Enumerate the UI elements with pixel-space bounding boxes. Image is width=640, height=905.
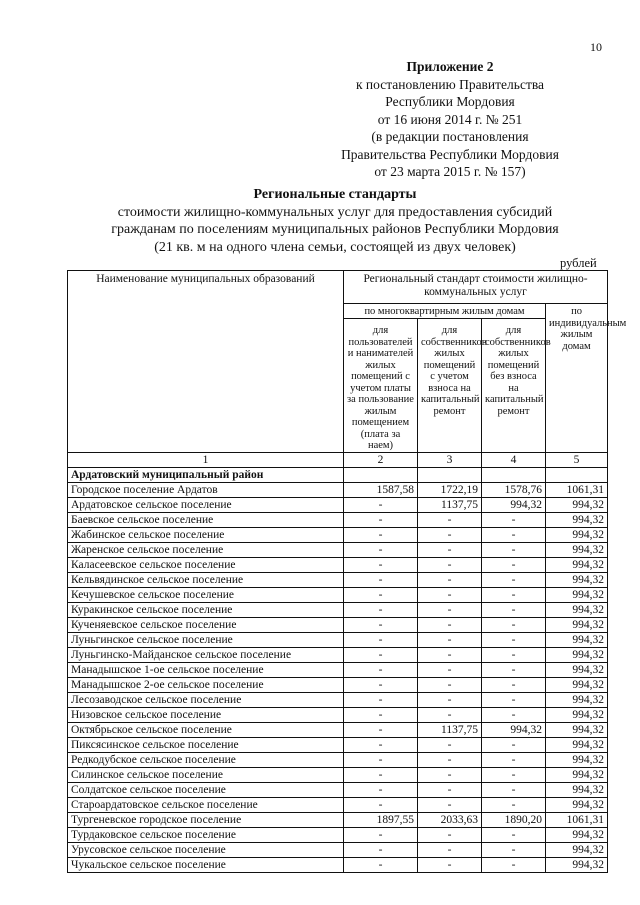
table-row bbox=[68, 707, 608, 722]
settlement-name: Куракинское сельское поселение bbox=[68, 602, 344, 617]
tenants-cost: - bbox=[344, 617, 418, 632]
table-row bbox=[68, 557, 608, 572]
appendix-line: Правительства Республики Мордовия bbox=[341, 146, 559, 162]
col-name-header: Наименование муниципальных образований bbox=[68, 271, 344, 453]
settlement-name: Кученяевское сельское поселение bbox=[68, 617, 344, 632]
settlement-name: Манадышское 2-ое сельское поселение bbox=[68, 677, 344, 692]
individual-house-cost: 994,32 bbox=[546, 632, 608, 647]
owners-with-fee-cost: - bbox=[418, 542, 482, 557]
owners-without-fee-cost: - bbox=[482, 707, 546, 722]
tenants-cost: - bbox=[344, 707, 418, 722]
subheader-owners-with-fee: для собственников жилых помещений с учетом взноса на капитальный ремонт bbox=[418, 319, 482, 453]
owners-without-fee-cost: - bbox=[482, 572, 546, 587]
settlement-name: Лесозаводское сельское поселение bbox=[68, 692, 344, 707]
settlement-name: Жаренское сельское поселение bbox=[68, 542, 344, 557]
document-subtitle-line: стоимости жилищно-коммунальных услуг для предоставления субсидий bbox=[117, 204, 553, 220]
individual-house-cost: 994,32 bbox=[546, 857, 608, 872]
owners-without-fee-cost: - bbox=[482, 557, 546, 572]
owners-without-fee-cost: - bbox=[482, 632, 546, 647]
owners-without-fee-cost: - bbox=[482, 677, 546, 692]
tenants-cost: - bbox=[344, 497, 418, 512]
table-row bbox=[68, 692, 608, 707]
owners-with-fee-cost: - bbox=[418, 827, 482, 842]
owners-with-fee-cost: - bbox=[418, 647, 482, 662]
table-row bbox=[68, 542, 608, 557]
settlement-name: Тургеневское городское поселение bbox=[68, 812, 344, 827]
owners-with-fee-cost: 1722,19 bbox=[418, 482, 482, 497]
tenants-cost: - bbox=[344, 557, 418, 572]
table-row bbox=[68, 812, 608, 827]
document-subtitle-line: гражданам по поселениям муниципальных районов Республики Мордовия bbox=[111, 222, 559, 237]
table-row bbox=[68, 737, 608, 752]
table-row bbox=[68, 632, 608, 647]
owners-with-fee-cost: - bbox=[418, 572, 482, 587]
settlement-name: Кечушевское сельское поселение bbox=[68, 587, 344, 602]
table-row bbox=[68, 857, 608, 872]
tenants-cost: - bbox=[344, 722, 418, 737]
table-row bbox=[68, 842, 608, 857]
owners-without-fee-cost: - bbox=[482, 737, 546, 752]
owners-without-fee-cost: - bbox=[482, 797, 546, 812]
owners-with-fee-cost: - bbox=[418, 692, 482, 707]
settlement-name: Жабинское сельское поселение bbox=[68, 527, 344, 542]
owners-with-fee-cost: - bbox=[418, 527, 482, 542]
individual-house-cost: 994,32 bbox=[546, 602, 608, 617]
owners-with-fee-cost: - bbox=[418, 587, 482, 602]
column-number: 3 bbox=[418, 452, 482, 467]
column-number: 2 bbox=[344, 452, 418, 467]
individual-house-cost: 994,32 bbox=[546, 692, 608, 707]
owners-with-fee-cost: - bbox=[418, 782, 482, 797]
table-row bbox=[68, 752, 608, 767]
table-row bbox=[68, 722, 608, 737]
settlement-name: Редкодубское сельское поселение bbox=[68, 752, 344, 767]
owners-without-fee-cost: - bbox=[482, 587, 546, 602]
table-row bbox=[68, 512, 608, 527]
tenants-cost: 1587,58 bbox=[344, 482, 418, 497]
individual-house-cost: 994,32 bbox=[546, 662, 608, 677]
tenants-cost: - bbox=[344, 827, 418, 842]
owners-without-fee-cost: - bbox=[482, 542, 546, 557]
subheader-owners-without-fee: для собственников жилых помещений без взноса на капитальный ремонт bbox=[482, 319, 546, 453]
individual-house-cost: 994,32 bbox=[546, 752, 608, 767]
owners-with-fee-cost: - bbox=[418, 602, 482, 617]
settlement-name: Солдатское сельское поселение bbox=[68, 782, 344, 797]
individual-house-cost: 1061,31 bbox=[546, 812, 608, 827]
owners-with-fee-cost: - bbox=[418, 707, 482, 722]
column-number: 4 bbox=[482, 452, 546, 467]
tenants-cost: - bbox=[344, 542, 418, 557]
owners-without-fee-cost: - bbox=[482, 857, 546, 872]
table-row bbox=[68, 527, 608, 542]
individual-house-cost: 994,32 bbox=[546, 572, 608, 587]
table-row bbox=[68, 827, 608, 842]
tenants-cost: 1897,55 bbox=[344, 812, 418, 827]
tenants-cost: - bbox=[344, 797, 418, 812]
document-title: Региональные стандарты bbox=[253, 187, 417, 202]
owners-without-fee-cost: 994,32 bbox=[482, 497, 546, 512]
owners-with-fee-cost: - bbox=[418, 842, 482, 857]
owners-with-fee-cost: - bbox=[418, 677, 482, 692]
individual-header: по индивидуальным жилым домам bbox=[546, 304, 608, 453]
owners-with-fee-cost: - bbox=[418, 662, 482, 677]
table-row bbox=[68, 572, 608, 587]
owners-without-fee-cost: - bbox=[482, 767, 546, 782]
district-name: Ардатовский муниципальный район bbox=[68, 467, 344, 482]
owners-without-fee-cost: - bbox=[482, 782, 546, 797]
owners-with-fee-cost: - bbox=[418, 632, 482, 647]
tenants-cost: - bbox=[344, 857, 418, 872]
owners-without-fee-cost: - bbox=[482, 662, 546, 677]
document-subtitle-line: (21 кв. м на одного члена семьи, состоящей из двух человек) bbox=[154, 239, 516, 255]
owners-without-fee-cost: - bbox=[482, 752, 546, 767]
settlement-name: Пиксясинское сельское поселение bbox=[68, 737, 344, 752]
settlement-name: Турдаковское сельское поселение bbox=[68, 827, 344, 842]
owners-with-fee-cost: - bbox=[418, 557, 482, 572]
owners-with-fee-cost: - bbox=[418, 752, 482, 767]
group-header: Региональный стандарт стоимости жилищно-коммунальных услуг bbox=[344, 271, 608, 304]
owners-without-fee-cost: - bbox=[482, 692, 546, 707]
tenants-cost: - bbox=[344, 632, 418, 647]
apartment-header: по многоквартирным жилым домам bbox=[344, 304, 546, 319]
individual-house-cost: 994,32 bbox=[546, 617, 608, 632]
table-row bbox=[68, 782, 608, 797]
settlement-name: Силинское сельское поселение bbox=[68, 767, 344, 782]
appendix-line: к постановлению Правительства bbox=[355, 76, 545, 92]
owners-with-fee-cost: - bbox=[418, 512, 482, 527]
table-row bbox=[68, 617, 608, 632]
owners-with-fee-cost: 1137,75 bbox=[418, 722, 482, 737]
individual-house-cost: 994,32 bbox=[546, 782, 608, 797]
table-row bbox=[68, 497, 608, 512]
table-row bbox=[68, 662, 608, 677]
owners-without-fee-cost: - bbox=[482, 512, 546, 527]
individual-house-cost: 994,32 bbox=[546, 557, 608, 572]
appendix-block bbox=[300, 58, 600, 181]
owners-with-fee-cost: 1137,75 bbox=[418, 497, 482, 512]
tenants-cost: - bbox=[344, 587, 418, 602]
column-number: 5 bbox=[546, 452, 608, 467]
settlement-name: Ардатовское сельское поселение bbox=[68, 497, 344, 512]
settlement-name: Городское поселение Ардатов bbox=[68, 482, 344, 497]
owners-without-fee-cost: - bbox=[482, 617, 546, 632]
settlement-name: Низовское сельское поселение bbox=[68, 707, 344, 722]
tenants-cost: - bbox=[344, 662, 418, 677]
settlement-name: Староардатовское сельское поселение bbox=[68, 797, 344, 812]
individual-house-cost: 994,32 bbox=[546, 827, 608, 842]
owners-without-fee-cost: 1890,20 bbox=[482, 812, 546, 827]
appendix-line: от 23 марта 2015 г. № 157) bbox=[374, 164, 526, 179]
settlement-name: Чукальское сельское поселение bbox=[68, 857, 344, 872]
settlement-name: Кельвядинское сельское поселение bbox=[68, 572, 344, 587]
settlement-name: Луньгинско-Майданское сельское поселение bbox=[68, 647, 344, 662]
table-row bbox=[68, 587, 608, 602]
owners-without-fee-cost: - bbox=[482, 647, 546, 662]
settlement-name: Октябрьское сельское поселение bbox=[68, 722, 344, 737]
individual-house-cost: 994,32 bbox=[546, 497, 608, 512]
appendix-line: Республики Мордовия bbox=[385, 94, 515, 109]
owners-without-fee-cost: - bbox=[482, 527, 546, 542]
tenants-cost: - bbox=[344, 602, 418, 617]
owners-with-fee-cost: 2033,63 bbox=[418, 812, 482, 827]
settlement-name: Баевское сельское поселение bbox=[68, 512, 344, 527]
tenants-cost: - bbox=[344, 527, 418, 542]
appendix-title: Приложение 2 bbox=[406, 59, 494, 74]
owners-without-fee-cost: - bbox=[482, 842, 546, 857]
owners-with-fee-cost: - bbox=[418, 737, 482, 752]
tenants-cost: - bbox=[344, 737, 418, 752]
individual-house-cost: 994,32 bbox=[546, 797, 608, 812]
owners-with-fee-cost: - bbox=[418, 857, 482, 872]
individual-house-cost: 994,32 bbox=[546, 677, 608, 692]
table-row bbox=[68, 767, 608, 782]
tenants-cost: - bbox=[344, 767, 418, 782]
individual-house-cost: 994,32 bbox=[546, 767, 608, 782]
units-label: рублей bbox=[560, 256, 597, 270]
individual-house-cost: 994,32 bbox=[546, 647, 608, 662]
settlement-name: Манадышское 1-ое сельское поселение bbox=[68, 662, 344, 677]
table-row bbox=[68, 482, 608, 497]
subheader-tenants: для пользователей и нанимателей жилых помещений с учетом платы за пользование жилым помещением (плата за наем) bbox=[344, 319, 418, 453]
owners-with-fee-cost: - bbox=[418, 767, 482, 782]
document-heading bbox=[60, 186, 610, 256]
column-number: 1 bbox=[68, 452, 344, 467]
owners-without-fee-cost: 1578,76 bbox=[482, 482, 546, 497]
individual-house-cost: 994,32 bbox=[546, 737, 608, 752]
table-row bbox=[68, 797, 608, 812]
owners-with-fee-cost: - bbox=[418, 797, 482, 812]
individual-house-cost: 994,32 bbox=[546, 512, 608, 527]
tenants-cost: - bbox=[344, 752, 418, 767]
appendix-line: от 16 июня 2014 г. № 251 bbox=[377, 111, 523, 127]
settlement-name: Каласеевское сельское поселение bbox=[68, 557, 344, 572]
settlement-name: Луньгинское сельское поселение bbox=[68, 632, 344, 647]
individual-house-cost: 1061,31 bbox=[546, 482, 608, 497]
standards-table bbox=[67, 270, 627, 873]
table-row bbox=[68, 647, 608, 662]
owners-with-fee-cost: - bbox=[418, 617, 482, 632]
individual-house-cost: 994,32 bbox=[546, 842, 608, 857]
page-number: 10 bbox=[590, 40, 602, 54]
appendix-line: (в редакции постановления bbox=[371, 129, 529, 144]
individual-house-cost: 994,32 bbox=[546, 707, 608, 722]
individual-house-cost: 994,32 bbox=[546, 542, 608, 557]
settlement-name: Урусовское сельское поселение bbox=[68, 842, 344, 857]
owners-without-fee-cost: 994,32 bbox=[482, 722, 546, 737]
tenants-cost: - bbox=[344, 677, 418, 692]
individual-house-cost: 994,32 bbox=[546, 587, 608, 602]
table-row bbox=[68, 677, 608, 692]
individual-house-cost: 994,32 bbox=[546, 722, 608, 737]
tenants-cost: - bbox=[344, 512, 418, 527]
tenants-cost: - bbox=[344, 692, 418, 707]
tenants-cost: - bbox=[344, 782, 418, 797]
owners-without-fee-cost: - bbox=[482, 827, 546, 842]
tenants-cost: - bbox=[344, 572, 418, 587]
tenants-cost: - bbox=[344, 647, 418, 662]
individual-house-cost: 994,32 bbox=[546, 527, 608, 542]
tenants-cost: - bbox=[344, 842, 418, 857]
table-row bbox=[68, 602, 608, 617]
owners-without-fee-cost: - bbox=[482, 602, 546, 617]
